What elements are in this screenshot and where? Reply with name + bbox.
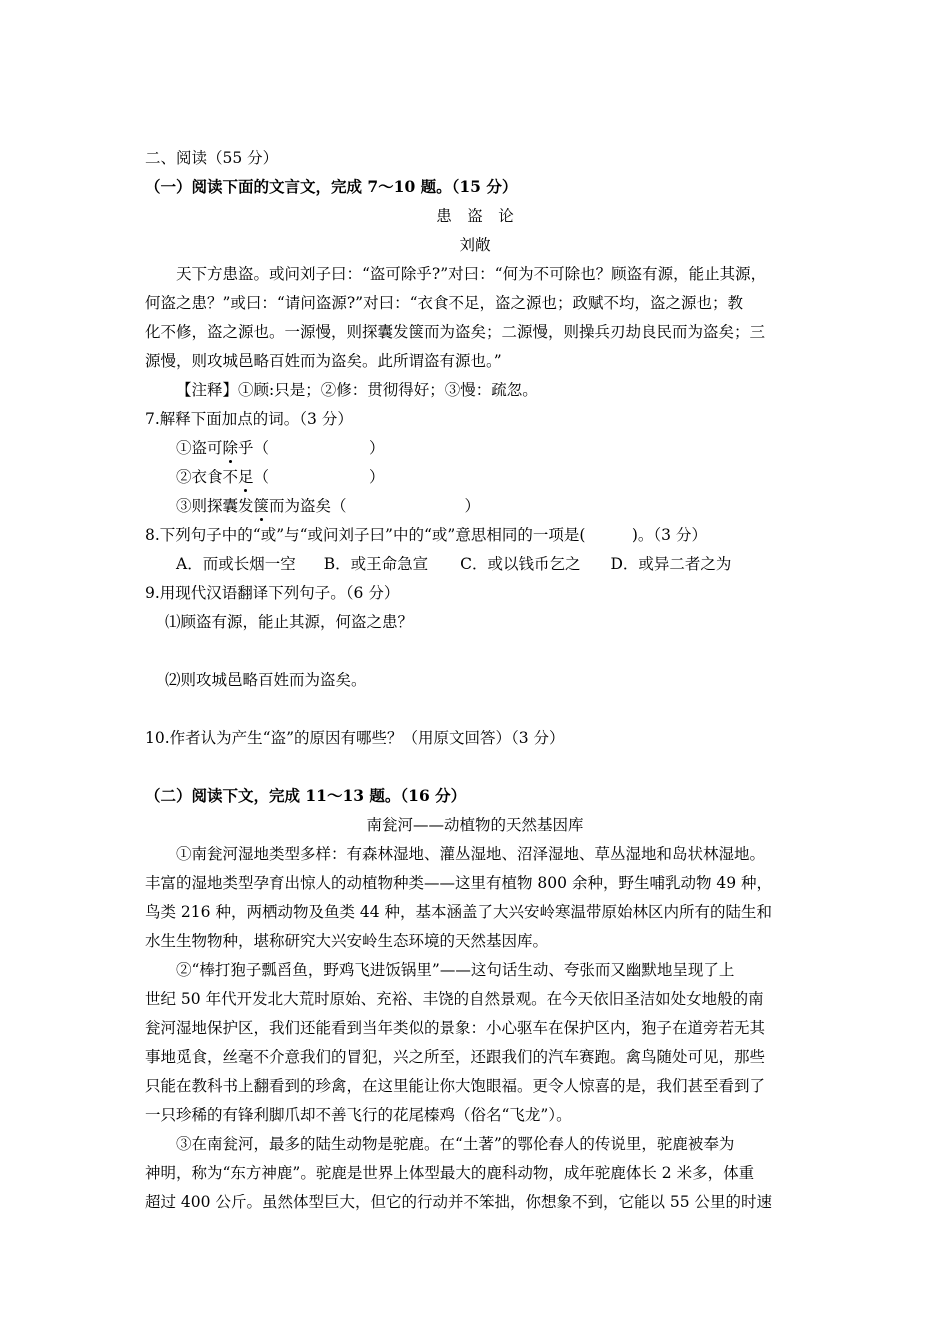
q7-item-3: ③则探囊发箧而为盗矣（ ） (176, 497, 481, 515)
q8-option-c: C．或以钱币乞之 (460, 555, 581, 573)
part1-heading: （一）阅读下面的文言文，完成 7～10 题。（15 分） (145, 177, 518, 196)
q7-stem: 7.解释下面加点的词。（3 分） (145, 410, 353, 428)
q8-option-d: D．或异二者之为 (610, 555, 732, 573)
essay-line: 何盗之患？”或曰：“请问盗源?”对曰：“衣食不足，盗之源也；政赋不均，盗之源也；教 (145, 294, 744, 312)
article-line: ③在南瓮河，最多的陆生动物是驼鹿。在“土著”的鄂伦春人的传说里，驼鹿被奉为 (176, 1135, 735, 1153)
article-line: 只能在教科书上翻看到的珍禽，在这里能让你大饱眼福。更令人惊喜的是，我们甚至看到了 (145, 1077, 766, 1095)
q9-stem: 9.用现代汉语翻译下列句子。（6 分） (145, 584, 400, 602)
q9-item-1: ⑴顾盗有源，能止其源，何盗之患？ (165, 613, 414, 631)
article-line: 水生生物物种，堪称研究大兴安岭生态环境的天然基因库。 (145, 932, 549, 950)
article-line: 世纪 50 年代开发北大荒时原始、充裕、丰饶的自然景观。在今天依旧圣洁如处女地般的南 (145, 990, 764, 1008)
article-line: 鸟类 216 种，两栖动物及鱼类 44 种，基本涵盖了大兴安岭寒温带原始林区内所有的陆生和 (145, 903, 773, 921)
essay-line: 天下方患盗。或问刘子曰：“盗可除乎?”对曰：“何为不可除也？顾盗有源，能止其源， (176, 265, 767, 283)
q8-stem: 8.下列句子中的“或”与“或问刘子曰”中的“或”意思相同的一项是( )。（3 分） (145, 526, 707, 544)
essay-title: 患 盗 论 (436, 207, 514, 225)
article-line: ②“棒打狍子瓢舀鱼，野鸡飞进饭锅里”——这句话生动、夸张而又幽默地呈现了上 (176, 961, 735, 979)
q8-option-b: B．或王命急宣 (323, 555, 429, 573)
article-line: 事地觅食，丝毫不介意我们的冒犯，兴之所至，还跟我们的汽车赛跑。禽鸟随处可见，那些 (145, 1048, 766, 1066)
section-title: 二、阅读（55 分） (145, 149, 279, 167)
article-line: 一只珍稀的有锋利脚爪却不善飞行的花尾榛鸡（俗名“飞龙”）。 (145, 1106, 572, 1124)
article-line: 神明，称为“东方神鹿”。驼鹿是世界上体型最大的鹿科动物，成年驼鹿体长 2 米多，体重 (145, 1164, 755, 1182)
essay-line: 化不修，盗之源也。一源慢，则探囊发箧而为盗矣；二源慢，则操兵刃劫良民而为盗矣；三 (145, 323, 766, 341)
q9-item-2: ⑵则攻城邑略百姓而为盗矣。 (165, 671, 367, 689)
essay-line: 源慢，则攻城邑略百姓而为盗矣。此所谓盗有源也。” (145, 352, 502, 370)
article-line: 超过 400 公斤。虽然体型巨大，但它的行动并不笨拙，你想象不到，它能以 55 公里的时速 (145, 1193, 773, 1211)
dotted-word: 足 (238, 468, 254, 486)
article-line: 瓮河湿地保护区，我们还能看到当年类似的景象：小心驱车在保护区内，狍子在道旁若无其 (145, 1019, 766, 1037)
dotted-word: 除 (222, 439, 239, 457)
part2-heading: （二）阅读下文，完成 11～13 题。（16 分） (145, 786, 467, 805)
q7-item-1: ①盗可除乎（ ） (176, 439, 385, 457)
q10-stem: 10.作者认为产生“盗”的原因有哪些？（用原文回答）（3 分） (145, 729, 565, 747)
essay-author: 刘敞 (459, 236, 491, 254)
q8-options (176, 554, 950, 574)
article-line: 丰富的湿地类型孕育出惊人的动植物种类——这里有植物 800 余种，野生哺乳动物 49 种， (145, 874, 773, 892)
q8-option-a: A．而或长烟一空 (176, 555, 296, 573)
dotted-word: 箧 (253, 497, 270, 515)
article-line: ①南瓮河湿地类型多样：有森林湿地、灌丛湿地、沼泽湿地、草丛湿地和岛状林湿地。 (176, 845, 766, 863)
essay-note: 【注释】①顾:只是；②修：贯彻得好；③慢：疏忽。 (176, 381, 538, 399)
q7-item-2: ②衣食不足（ ） (176, 468, 385, 486)
article-title: 南瓮河——动植物的天然基因库 (366, 816, 584, 834)
